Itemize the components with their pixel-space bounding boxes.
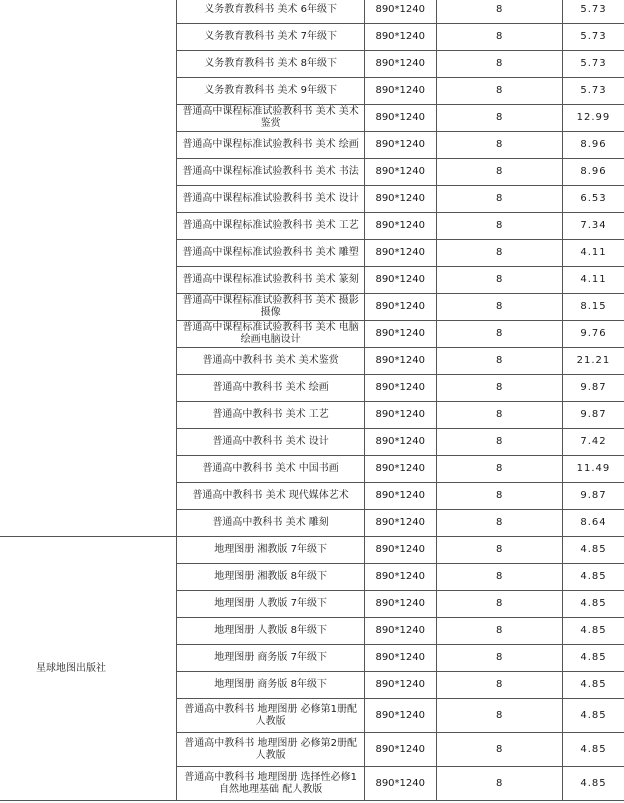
sheets-cell: 8	[436, 456, 562, 483]
price-cell: 8.15	[562, 294, 624, 321]
sheets-cell: 8	[436, 105, 562, 132]
sheets-cell: 8	[436, 294, 562, 321]
price-cell: 9.87	[562, 375, 624, 402]
sheets-cell: 8	[436, 24, 562, 51]
price-cell: 5.73	[562, 51, 624, 78]
sheets-cell: 8	[436, 78, 562, 105]
sheets-cell: 8	[436, 564, 562, 591]
price-cell: 4.11	[562, 267, 624, 294]
title-cell: 义务教育教科书 美术 8年级下	[177, 51, 365, 78]
format-cell: 890*1240	[364, 78, 436, 105]
title-cell: 普通高中教科书 地理图册 必修第1册配人教版	[177, 699, 365, 733]
price-cell: 9.87	[562, 483, 624, 510]
format-cell: 890*1240	[364, 645, 436, 672]
format-cell: 890*1240	[364, 591, 436, 618]
format-cell: 890*1240	[364, 483, 436, 510]
price-cell: 4.85	[562, 537, 624, 564]
title-cell: 地理图册 人教版 7年级下	[177, 591, 365, 618]
title-cell: 普通高中课程标准试验教科书 美术 雕塑	[177, 240, 365, 267]
sheets-cell: 8	[436, 186, 562, 213]
sheets-cell: 8	[436, 699, 562, 733]
format-cell: 890*1240	[364, 51, 436, 78]
title-cell: 普通高中教科书 地理图册 必修第2册配人教版	[177, 733, 365, 767]
sheets-cell: 8	[436, 591, 562, 618]
format-cell: 890*1240	[364, 699, 436, 733]
title-cell: 地理图册 湘教版 8年级下	[177, 564, 365, 591]
format-cell: 890*1240	[364, 733, 436, 767]
price-cell: 7.34	[562, 213, 624, 240]
format-cell: 890*1240	[364, 564, 436, 591]
price-cell: 4.85	[562, 767, 624, 801]
format-cell: 890*1240	[364, 375, 436, 402]
sheets-cell: 8	[436, 213, 562, 240]
sheets-cell: 8	[436, 0, 562, 24]
format-cell: 890*1240	[364, 321, 436, 348]
price-cell: 9.76	[562, 321, 624, 348]
price-cell: 9.87	[562, 402, 624, 429]
format-cell: 890*1240	[364, 0, 436, 24]
sheets-cell: 8	[436, 483, 562, 510]
price-cell: 21.21	[562, 348, 624, 375]
title-cell: 普通高中课程标准试验教科书 美术 篆刻	[177, 267, 365, 294]
format-cell: 890*1240	[364, 348, 436, 375]
format-cell: 890*1240	[364, 159, 436, 186]
format-cell: 890*1240	[364, 213, 436, 240]
title-cell: 普通高中教科书 美术 绘画	[177, 375, 365, 402]
sheets-cell: 8	[436, 733, 562, 767]
format-cell: 890*1240	[364, 618, 436, 645]
sheets-cell: 8	[436, 132, 562, 159]
format-cell: 890*1240	[364, 402, 436, 429]
title-cell: 普通高中教科书 美术 中国书画	[177, 456, 365, 483]
format-cell: 890*1240	[364, 240, 436, 267]
publisher-cell: 星球地图出版社	[0, 537, 177, 801]
title-cell: 普通高中课程标准试验教科书 美术 美术鉴赏	[177, 105, 365, 132]
title-cell: 普通高中课程标准试验教科书 美术 电脑绘画电脑设计	[177, 321, 365, 348]
title-cell: 地理图册 商务版 8年级下	[177, 672, 365, 699]
title-cell: 普通高中课程标准试验教科书 美术 绘画	[177, 132, 365, 159]
sheets-cell: 8	[436, 510, 562, 537]
title-cell: 普通高中教科书 美术 现代媒体艺术	[177, 483, 365, 510]
price-cell: 8.64	[562, 510, 624, 537]
format-cell: 890*1240	[364, 294, 436, 321]
title-cell: 义务教育教科书 美术 6年级下	[177, 0, 365, 24]
sheets-cell: 8	[436, 267, 562, 294]
price-cell: 4.85	[562, 645, 624, 672]
format-cell: 890*1240	[364, 429, 436, 456]
price-cell: 5.73	[562, 24, 624, 51]
price-cell: 4.85	[562, 618, 624, 645]
sheets-cell: 8	[436, 321, 562, 348]
price-cell: 8.96	[562, 132, 624, 159]
table-row	[0, 0, 624, 24]
sheets-cell: 8	[436, 51, 562, 78]
title-cell: 普通高中课程标准试验教科书 美术 摄影摄像	[177, 294, 365, 321]
price-cell: 8.96	[562, 159, 624, 186]
price-cell: 4.85	[562, 672, 624, 699]
title-cell: 地理图册 人教版 8年级下	[177, 618, 365, 645]
title-cell: 普通高中教科书 美术 雕刻	[177, 510, 365, 537]
title-cell: 地理图册 商务版 7年级下	[177, 645, 365, 672]
price-cell: 7.42	[562, 429, 624, 456]
format-cell: 890*1240	[364, 456, 436, 483]
title-cell: 普通高中教科书 地理图册 选择性必修1自然地理基础 配人教版	[177, 767, 365, 801]
table-row	[0, 537, 624, 564]
sheets-cell: 8	[436, 672, 562, 699]
price-cell: 6.53	[562, 186, 624, 213]
title-cell: 普通高中教科书 美术 美术鉴赏	[177, 348, 365, 375]
sheets-cell: 8	[436, 240, 562, 267]
format-cell: 890*1240	[364, 510, 436, 537]
price-cell: 5.73	[562, 78, 624, 105]
price-cell: 4.85	[562, 591, 624, 618]
title-cell: 普通高中课程标准试验教科书 美术 设计	[177, 186, 365, 213]
sheets-cell: 8	[436, 159, 562, 186]
sheets-cell: 8	[436, 618, 562, 645]
price-cell: 4.85	[562, 699, 624, 733]
format-cell: 890*1240	[364, 537, 436, 564]
sheets-cell: 8	[436, 429, 562, 456]
price-cell: 11.49	[562, 456, 624, 483]
format-cell: 890*1240	[364, 267, 436, 294]
format-cell: 890*1240	[364, 132, 436, 159]
format-cell: 890*1240	[364, 672, 436, 699]
format-cell: 890*1240	[364, 105, 436, 132]
sheets-cell: 8	[436, 402, 562, 429]
sheets-cell: 8	[436, 537, 562, 564]
sheets-cell: 8	[436, 767, 562, 801]
price-cell: 4.11	[562, 240, 624, 267]
price-cell: 12.99	[562, 105, 624, 132]
price-cell: 4.85	[562, 564, 624, 591]
sheets-cell: 8	[436, 645, 562, 672]
price-cell: 4.85	[562, 733, 624, 767]
price-cell: 5.73	[562, 0, 624, 24]
title-cell: 普通高中教科书 美术 设计	[177, 429, 365, 456]
title-cell: 普通高中课程标准试验教科书 美术 工艺	[177, 213, 365, 240]
format-cell: 890*1240	[364, 767, 436, 801]
publisher-cell	[0, 0, 177, 537]
sheets-cell: 8	[436, 348, 562, 375]
format-cell: 890*1240	[364, 24, 436, 51]
title-cell: 义务教育教科书 美术 9年级下	[177, 78, 365, 105]
title-cell: 义务教育教科书 美术 7年级下	[177, 24, 365, 51]
title-cell: 普通高中教科书 美术 工艺	[177, 402, 365, 429]
format-cell: 890*1240	[364, 186, 436, 213]
title-cell: 地理图册 湘教版 7年级下	[177, 537, 365, 564]
title-cell: 普通高中课程标准试验教科书 美术 书法	[177, 159, 365, 186]
sheets-cell: 8	[436, 375, 562, 402]
